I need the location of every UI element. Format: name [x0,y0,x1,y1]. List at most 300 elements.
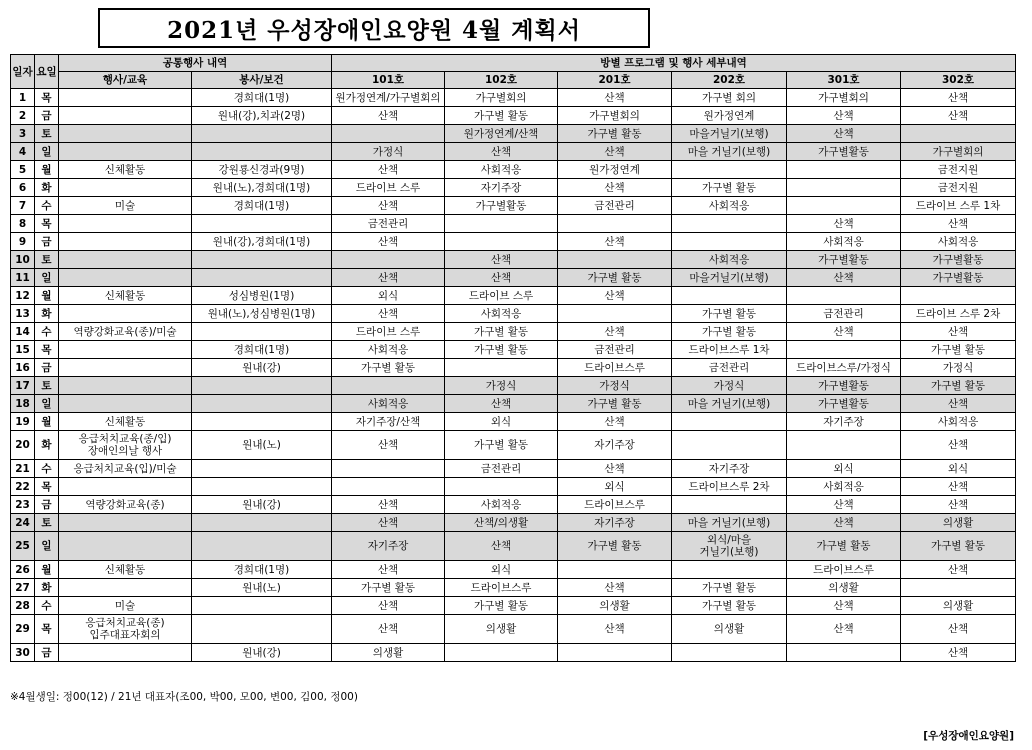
volunteer-cell: 원내(노),경희대(1명) [192,179,332,197]
room-program-cell [672,496,787,514]
day-cell: 3 [11,125,35,143]
weekday-cell: 화 [35,431,59,460]
day-cell: 28 [11,597,35,615]
volunteer-cell: 강원룡신경과(9명) [192,161,332,179]
room-program-cell: 가정식 [558,377,672,395]
day-cell: 22 [11,478,35,496]
plan-body [11,89,1016,662]
header-room-202: 202호 [672,72,787,89]
room-program-cell: 의생활 [445,615,558,644]
table-row [11,644,1016,662]
volunteer-cell: 경희대(1명) [192,561,332,579]
room-program-cell [332,125,445,143]
volunteer-cell: 원내(노) [192,431,332,460]
day-cell: 21 [11,460,35,478]
room-program-cell: 가구별 활동 [672,579,787,597]
room-program-cell: 드라이브스루 [445,579,558,597]
volunteer-cell [192,215,332,233]
plan-table [10,54,1016,662]
volunteer-cell [192,532,332,561]
room-program-cell: 산책 [901,478,1016,496]
room-program-cell: 가구별 활동 [445,431,558,460]
day-cell: 12 [11,287,35,305]
room-program-cell [901,579,1016,597]
table-row [11,269,1016,287]
event-cell: 미술 [59,197,192,215]
room-program-cell: 가구별 활동 [672,597,787,615]
room-program-cell: 가구별회의 [445,89,558,107]
room-program-cell: 가구별회의 [558,107,672,125]
room-program-cell: 금전관리 [672,359,787,377]
table-row [11,413,1016,431]
volunteer-cell [192,395,332,413]
table-row [11,460,1016,478]
room-program-cell: 외식/마을 거닐기(보행) [672,532,787,561]
room-program-cell: 산책 [332,161,445,179]
room-program-cell: 드라이브 스루 2차 [901,305,1016,323]
weekday-cell: 금 [35,359,59,377]
room-program-cell: 산책 [558,615,672,644]
room-program-cell [332,478,445,496]
event-cell: 신체활동 [59,561,192,579]
room-program-cell: 산책 [901,561,1016,579]
event-cell [59,269,192,287]
room-program-cell [445,215,558,233]
room-program-cell: 산책 [558,143,672,161]
room-program-cell: 가정식 [445,377,558,395]
room-program-cell: 가구별활동 [787,143,901,161]
room-program-cell [787,197,901,215]
room-program-cell [672,161,787,179]
room-program-cell [787,287,901,305]
room-program-cell: 가정식 [901,359,1016,377]
event-cell [59,143,192,161]
volunteer-cell: 원내(노) [192,579,332,597]
room-program-cell: 산책 [787,496,901,514]
event-cell: 신체활동 [59,287,192,305]
room-program-cell [901,125,1016,143]
room-program-cell: 마을 거닐기(보행) [672,514,787,532]
room-program-cell: 드라이브스루/가정식 [787,359,901,377]
weekday-cell: 월 [35,161,59,179]
table-row [11,597,1016,615]
room-program-cell: 가정식 [332,143,445,161]
header-room-201: 201호 [558,72,672,89]
weekday-cell: 목 [35,89,59,107]
header-events: 행사/교육 [59,72,192,89]
table-row [11,179,1016,197]
room-program-cell: 원가정연계/가구별회의 [332,89,445,107]
day-cell: 11 [11,269,35,287]
volunteer-cell: 원내(강) [192,359,332,377]
room-program-cell: 외식 [901,460,1016,478]
room-program-cell: 산책 [558,579,672,597]
table-row [11,305,1016,323]
day-cell: 27 [11,579,35,597]
room-program-cell: 의생활 [787,579,901,597]
table-row [11,377,1016,395]
room-program-cell: 드라이브 스루 1차 [901,197,1016,215]
room-program-cell: 산책 [901,395,1016,413]
day-cell: 13 [11,305,35,323]
day-cell: 24 [11,514,35,532]
day-cell: 29 [11,615,35,644]
event-cell [59,514,192,532]
day-cell: 6 [11,179,35,197]
room-program-cell: 사회적응 [332,341,445,359]
page-title: 2021년 우성장애인요양원 4월 계획서 [98,8,650,48]
weekday-cell: 수 [35,597,59,615]
room-program-cell: 가구별 활동 [445,323,558,341]
room-program-cell [672,287,787,305]
room-program-cell [558,305,672,323]
room-program-cell: 가구별 활동 [558,395,672,413]
event-cell [59,233,192,251]
event-cell: 응급처치교육(종) 입주대표자회의 [59,615,192,644]
table-row [11,341,1016,359]
room-program-cell: 가구별 활동 [332,579,445,597]
volunteer-cell [192,125,332,143]
event-cell: 응급처치교육(입)/미술 [59,460,192,478]
event-cell [59,341,192,359]
room-program-cell [672,215,787,233]
room-program-cell: 산책 [332,514,445,532]
event-cell: 신체활동 [59,161,192,179]
volunteer-cell: 원내(강) [192,496,332,514]
room-program-cell [445,478,558,496]
day-cell: 20 [11,431,35,460]
room-program-cell: 산책 [445,532,558,561]
room-program-cell: 드라이브스루 [558,496,672,514]
day-cell: 7 [11,197,35,215]
room-program-cell: 자기주장 [672,460,787,478]
room-program-cell: 드라이브스루 [558,359,672,377]
room-program-cell: 가구별회의 [901,143,1016,161]
table-row [11,107,1016,125]
volunteer-cell: 경희대(1명) [192,89,332,107]
weekday-cell: 월 [35,287,59,305]
volunteer-cell [192,251,332,269]
volunteer-cell: 원내(강),경희대(1명) [192,233,332,251]
header-day: 일자 [11,55,35,89]
room-program-cell: 산책 [558,287,672,305]
weekday-cell: 금 [35,107,59,125]
day-cell: 14 [11,323,35,341]
room-program-cell: 드라이브스루 [787,561,901,579]
weekday-cell: 월 [35,413,59,431]
room-program-cell [672,413,787,431]
event-cell [59,215,192,233]
room-program-cell: 산책 [787,514,901,532]
room-program-cell [558,644,672,662]
room-program-cell: 마을 거닐기(보행) [672,395,787,413]
room-program-cell: 드라이브 스루 [445,287,558,305]
header-room-301: 301호 [787,72,901,89]
event-cell [59,251,192,269]
volunteer-cell [192,597,332,615]
event-cell [59,179,192,197]
event-cell: 미술 [59,597,192,615]
room-program-cell: 사회적응 [445,496,558,514]
room-program-cell: 산책 [787,269,901,287]
room-program-cell: 가정식 [672,377,787,395]
room-program-cell: 자기주장 [558,431,672,460]
volunteer-cell [192,460,332,478]
table-row [11,579,1016,597]
weekday-cell: 토 [35,514,59,532]
room-program-cell: 가구별 활동 [672,305,787,323]
room-program-cell: 가구별 활동 [672,179,787,197]
room-program-cell: 산책 [558,460,672,478]
weekday-cell: 수 [35,323,59,341]
room-program-cell: 산책 [332,269,445,287]
room-program-cell: 의생활 [672,615,787,644]
event-cell [59,395,192,413]
header-room-102: 102호 [445,72,558,89]
room-program-cell: 산책 [332,107,445,125]
room-program-cell: 사회적응 [787,478,901,496]
table-row [11,496,1016,514]
weekday-cell: 일 [35,532,59,561]
room-program-cell: 금전관리 [332,215,445,233]
volunteer-cell [192,615,332,644]
room-program-cell: 외식 [445,413,558,431]
room-program-cell [445,644,558,662]
day-cell: 16 [11,359,35,377]
header-dow: 요일 [35,55,59,89]
day-cell: 26 [11,561,35,579]
room-program-cell: 의생활 [901,597,1016,615]
room-program-cell: 사회적응 [445,305,558,323]
volunteer-cell [192,413,332,431]
room-program-cell: 산책 [901,107,1016,125]
room-program-cell [558,215,672,233]
room-program-cell [787,644,901,662]
event-cell: 역량강화교육(종) [59,496,192,514]
weekday-cell: 목 [35,615,59,644]
room-program-cell: 의생활 [332,644,445,662]
room-program-cell: 가구별 활동 [558,125,672,143]
table-row [11,359,1016,377]
weekday-cell: 월 [35,561,59,579]
weekday-cell: 토 [35,377,59,395]
room-program-cell: 마을거닐기(보행) [672,269,787,287]
room-program-cell: 산책 [332,233,445,251]
weekday-cell: 일 [35,395,59,413]
volunteer-cell [192,478,332,496]
room-program-cell: 마을 거닐기(보행) [672,143,787,161]
day-cell: 19 [11,413,35,431]
day-cell: 9 [11,233,35,251]
weekday-cell: 토 [35,251,59,269]
table-row [11,478,1016,496]
event-cell [59,532,192,561]
table-row [11,532,1016,561]
organization-signature: [우성장애인요양원] [923,730,1014,742]
weekday-cell: 일 [35,269,59,287]
volunteer-cell [192,323,332,341]
table-row [11,395,1016,413]
weekday-cell: 금 [35,233,59,251]
room-program-cell: 자기주장/산책 [332,413,445,431]
room-program-cell: 산책 [901,215,1016,233]
room-program-cell [332,251,445,269]
room-program-cell: 사회적응 [445,161,558,179]
volunteer-cell [192,377,332,395]
room-program-cell: 의생활 [558,597,672,615]
room-program-cell: 사회적응 [672,197,787,215]
header-room-101: 101호 [332,72,445,89]
room-program-cell: 가구별 활동 [787,532,901,561]
event-cell [59,359,192,377]
room-program-cell: 가구별 활동 [332,359,445,377]
table-row [11,514,1016,532]
room-program-cell: 외식 [445,561,558,579]
room-program-cell [901,287,1016,305]
room-program-cell: 산책 [558,233,672,251]
room-program-cell: 가구별 활동 [558,269,672,287]
room-program-cell: 산책 [558,413,672,431]
room-program-cell: 산책 [332,431,445,460]
room-program-cell: 산책 [558,179,672,197]
room-program-cell: 산책 [445,269,558,287]
room-program-cell [787,431,901,460]
room-program-cell: 산책 [332,615,445,644]
header-program-group: 방별 프로그램 및 행사 세부내역 [332,55,1016,72]
room-program-cell: 외식 [787,460,901,478]
volunteer-cell: 원내(노),성심병원(1명) [192,305,332,323]
table-row [11,125,1016,143]
table-row [11,323,1016,341]
day-cell: 15 [11,341,35,359]
room-program-cell: 자기주장 [558,514,672,532]
room-program-cell [787,161,901,179]
day-cell: 18 [11,395,35,413]
room-program-cell: 금전관리 [558,197,672,215]
volunteer-cell [192,514,332,532]
table-row [11,89,1016,107]
day-cell: 10 [11,251,35,269]
room-program-cell: 드라이브스루 1차 [672,341,787,359]
table-row [11,431,1016,460]
day-cell: 1 [11,89,35,107]
room-program-cell: 가구별 활동 [901,377,1016,395]
table-row [11,143,1016,161]
volunteer-cell [192,269,332,287]
room-program-cell: 가구별 활동 [445,597,558,615]
table-row [11,251,1016,269]
room-program-cell [558,561,672,579]
room-program-cell: 가구별활동 [901,269,1016,287]
weekday-cell: 수 [35,197,59,215]
room-program-cell: 산책 [787,615,901,644]
room-program-cell [332,377,445,395]
room-program-cell: 드라이브 스루 [332,323,445,341]
room-program-cell: 산책 [901,496,1016,514]
table-row [11,233,1016,251]
room-program-cell: 산책 [787,597,901,615]
room-program-cell: 산책 [445,143,558,161]
header-volunteer: 봉사/보건 [192,72,332,89]
volunteer-cell: 경희대(1명) [192,197,332,215]
room-program-cell: 금전관리 [558,341,672,359]
room-program-cell: 자기주장 [332,532,445,561]
room-program-cell: 드라이브스루 2차 [672,478,787,496]
room-program-cell: 드라이브 스루 [332,179,445,197]
room-program-cell: 자기주장 [445,179,558,197]
room-program-cell: 가구별 활동 [672,323,787,341]
day-cell: 25 [11,532,35,561]
room-program-cell: 가구별활동 [445,197,558,215]
event-cell [59,644,192,662]
room-program-cell: 가구별 활동 [901,532,1016,561]
volunteer-cell: 원내(강),치과(2명) [192,107,332,125]
volunteer-cell: 경희대(1명) [192,341,332,359]
room-program-cell: 원가정연계/산책 [445,125,558,143]
room-program-cell: 가구별활동 [901,251,1016,269]
room-program-cell: 금전지원 [901,161,1016,179]
volunteer-cell [192,143,332,161]
room-program-cell: 산책 [332,561,445,579]
table-row [11,615,1016,644]
room-program-cell: 가구별 활동 [445,341,558,359]
day-cell: 8 [11,215,35,233]
table-row [11,561,1016,579]
room-program-cell: 가구별회의 [787,89,901,107]
event-cell [59,89,192,107]
room-program-cell: 사회적응 [672,251,787,269]
room-program-cell: 가구별활동 [787,251,901,269]
room-program-cell: 금전지원 [901,179,1016,197]
room-program-cell: 산책 [332,197,445,215]
weekday-cell: 수 [35,460,59,478]
room-program-cell: 원가정연계 [558,161,672,179]
weekday-cell: 금 [35,496,59,514]
room-program-cell: 산책 [558,89,672,107]
room-program-cell: 금전관리 [445,460,558,478]
room-program-cell: 사회적응 [901,413,1016,431]
event-cell [59,377,192,395]
table-row [11,197,1016,215]
room-program-cell: 의생활 [901,514,1016,532]
weekday-cell: 토 [35,125,59,143]
room-program-cell: 산책 [332,496,445,514]
room-program-cell: 사회적응 [332,395,445,413]
room-program-cell: 사회적응 [787,233,901,251]
room-program-cell: 마을거닐기(보행) [672,125,787,143]
event-cell: 역량강화교육(종)/미술 [59,323,192,341]
day-cell: 23 [11,496,35,514]
table-row [11,161,1016,179]
event-cell: 신체활동 [59,413,192,431]
room-program-cell [558,251,672,269]
event-cell [59,478,192,496]
weekday-cell: 일 [35,143,59,161]
day-cell: 17 [11,377,35,395]
room-program-cell [672,431,787,460]
room-program-cell [672,644,787,662]
room-program-cell: 외식 [332,287,445,305]
header-common-group: 공통행사 내역 [59,55,332,72]
room-program-cell: 원가정연계 [672,107,787,125]
room-program-cell [332,460,445,478]
room-program-cell: 산책 [332,597,445,615]
weekday-cell: 목 [35,215,59,233]
header-room-302: 302호 [901,72,1016,89]
event-cell: 응급처치교육(종/입) 장애인의날 행사 [59,431,192,460]
birthday-footnote: ※4월생일: 정00(12) / 21년 대표자(조00, 박00, 모00, 변00, 김00, 정00) [10,691,358,703]
day-cell: 2 [11,107,35,125]
